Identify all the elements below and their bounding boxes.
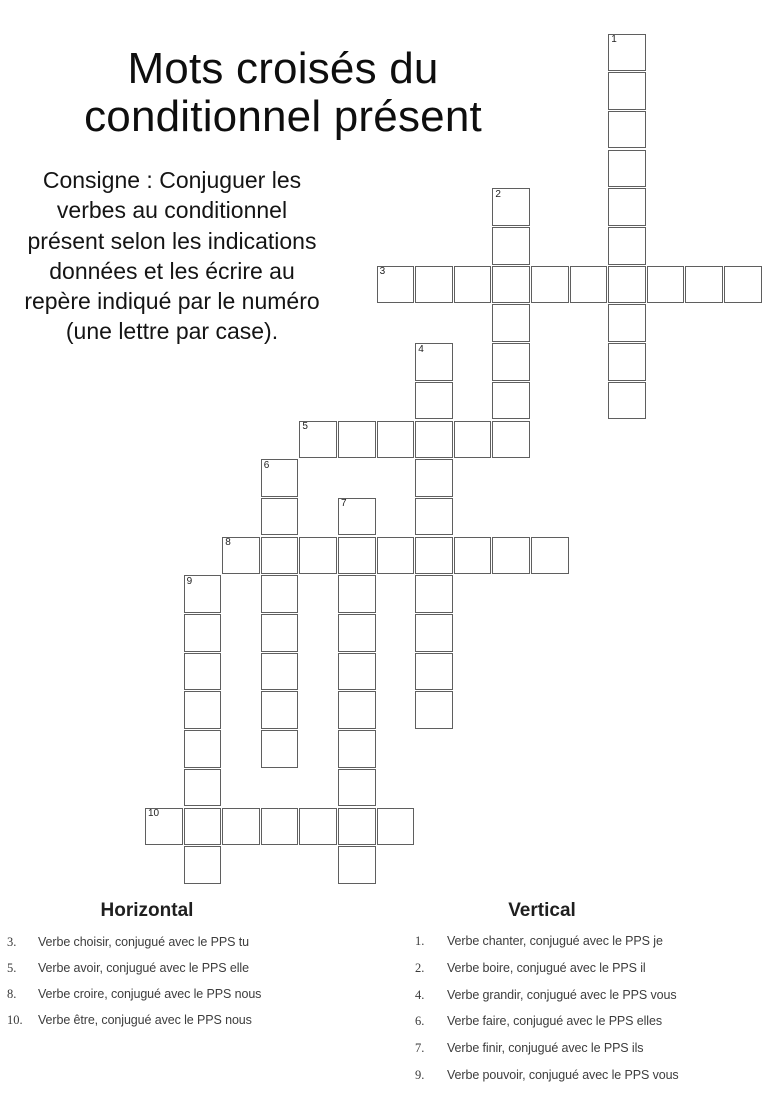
clue-text: Verbe croire, conjugué avec le PPS nous xyxy=(38,986,262,1001)
clue-item xyxy=(415,1014,745,1041)
clue-item xyxy=(7,935,337,961)
horizontal-clue-list xyxy=(7,935,337,1039)
instruction-line: présent selon les indications xyxy=(27,227,317,254)
clue-number: 9. xyxy=(415,1067,425,1082)
crossword-cell[interactable] xyxy=(492,537,530,575)
cell-number-label: 3 xyxy=(379,266,386,278)
crossword-cell[interactable] xyxy=(377,266,415,304)
crossword-cell[interactable] xyxy=(492,421,530,459)
cell-number-label: 4 xyxy=(418,343,424,355)
clue-text: Verbe grandir, conjugué avec le PPS vous xyxy=(447,987,677,1002)
clue-text: Verbe avoir, conjugué avec le PPS elle xyxy=(38,960,249,975)
crossword-cell[interactable] xyxy=(184,614,222,652)
crossword-cell[interactable] xyxy=(145,808,183,846)
clue-number: 1. xyxy=(415,934,425,949)
crossword-cell[interactable] xyxy=(338,808,376,846)
crossword-cell[interactable] xyxy=(184,769,222,807)
crossword-cell[interactable] xyxy=(608,382,646,420)
clue-text: Verbe boire, conjugué avec le PPS il xyxy=(447,960,646,975)
crossword-cell[interactable] xyxy=(608,266,646,304)
crossword-cell[interactable] xyxy=(184,653,222,691)
crossword-cell[interactable] xyxy=(261,691,299,729)
crossword-cell[interactable] xyxy=(415,421,453,459)
crossword-cell[interactable] xyxy=(184,575,222,613)
clue-number: 3. xyxy=(7,934,17,949)
crossword-cell[interactable] xyxy=(531,266,569,304)
title-line: conditionnel présent xyxy=(84,92,482,142)
cell-number-label: 1 xyxy=(611,34,617,45)
crossword-cell[interactable] xyxy=(608,111,646,149)
vertical-clues-heading: Vertical xyxy=(508,900,576,921)
crossword-cell[interactable] xyxy=(261,537,299,575)
crossword-cell[interactable] xyxy=(338,730,376,768)
cell-number-label: 6 xyxy=(263,459,270,471)
crossword-cell[interactable] xyxy=(570,266,608,304)
crossword-cell[interactable] xyxy=(415,575,453,613)
crossword-cell[interactable] xyxy=(377,421,415,459)
crossword-cell[interactable] xyxy=(454,537,492,575)
crossword-cell[interactable] xyxy=(222,537,260,575)
horizontal-clues-heading: Horizontal xyxy=(100,900,194,921)
cell-number-label: 8 xyxy=(225,537,231,549)
crossword-cell[interactable] xyxy=(724,266,762,304)
instruction-line: repère indiqué par le numéro xyxy=(24,288,320,315)
crossword-cell[interactable] xyxy=(415,459,453,497)
crossword-cell[interactable] xyxy=(415,614,453,652)
crossword-cell[interactable] xyxy=(492,188,530,226)
crossword-cell[interactable] xyxy=(415,382,453,420)
crossword-cell[interactable] xyxy=(261,614,299,652)
cell-number-label: 7 xyxy=(341,498,347,510)
clue-number: 8. xyxy=(7,986,17,1001)
cell-number-label: 10 xyxy=(148,808,160,819)
crossword-cell[interactable] xyxy=(685,266,723,304)
clue-item xyxy=(415,1041,745,1068)
crossword-cell[interactable] xyxy=(184,846,222,884)
clue-number: 4. xyxy=(415,987,425,1002)
clue-text: Verbe pouvoir, conjugué avec le PPS vous xyxy=(447,1067,679,1082)
clue-item xyxy=(415,988,745,1015)
crossword-cell[interactable] xyxy=(184,808,222,846)
instruction-line: Consigne : Conjuguer les xyxy=(42,167,302,193)
clue-item xyxy=(7,1013,337,1039)
clue-text: Verbe chanter, conjugué avec le PPS je xyxy=(447,934,663,949)
crossword-cell[interactable] xyxy=(647,266,685,304)
clue-number: 10. xyxy=(7,1012,23,1027)
crossword-cell[interactable] xyxy=(222,808,260,846)
crossword-cell[interactable] xyxy=(261,575,299,613)
crossword-cell[interactable] xyxy=(338,537,376,575)
cell-number-label: 5 xyxy=(302,421,308,432)
clue-number: 6. xyxy=(415,1014,425,1029)
crossword-cell[interactable] xyxy=(261,653,299,691)
crossword-cell[interactable] xyxy=(415,691,453,729)
crossword-cell[interactable] xyxy=(377,808,415,846)
crossword-cell[interactable] xyxy=(338,769,376,807)
crossword-cell[interactable] xyxy=(338,846,376,884)
clue-item xyxy=(415,934,745,961)
crossword-cell[interactable] xyxy=(608,227,646,265)
crossword-cell[interactable] xyxy=(454,266,492,304)
crossword-cell[interactable] xyxy=(492,227,530,265)
title-line: Mots croisés du xyxy=(127,44,439,94)
clue-text: Verbe faire, conjugué avec le PPS elles xyxy=(447,1014,662,1029)
crossword-cell[interactable] xyxy=(608,34,646,72)
crossword-cell[interactable] xyxy=(184,730,222,768)
crossword-cell[interactable] xyxy=(608,304,646,342)
crossword-cell[interactable] xyxy=(415,653,453,691)
instruction-line: verbes au conditionnel xyxy=(56,197,288,224)
cell-number-label: 9 xyxy=(186,575,193,587)
crossword-cell[interactable] xyxy=(377,537,415,575)
crossword-cell[interactable] xyxy=(338,575,376,613)
instruction-line: (une lettre par case). xyxy=(65,318,279,345)
crossword-cell[interactable] xyxy=(338,614,376,652)
crossword-cell[interactable] xyxy=(299,537,337,575)
crossword-cell[interactable] xyxy=(608,343,646,381)
clue-item xyxy=(7,987,337,1013)
clue-number: 2. xyxy=(415,960,425,975)
crossword-cell[interactable] xyxy=(261,498,299,536)
crossword-cell[interactable] xyxy=(338,691,376,729)
clue-text: Verbe finir, conjugué avec le PPS ils xyxy=(447,1041,644,1056)
cell-number-label: 2 xyxy=(495,188,501,200)
crossword-cell[interactable] xyxy=(454,421,492,459)
crossword-cell[interactable] xyxy=(261,808,299,846)
crossword-cell[interactable] xyxy=(415,537,453,575)
crossword-cell[interactable] xyxy=(299,808,337,846)
vertical-clue-list xyxy=(415,934,745,1094)
crossword-cell[interactable] xyxy=(608,72,646,110)
crossword-cell[interactable] xyxy=(261,459,299,497)
crossword-cell[interactable] xyxy=(338,653,376,691)
clue-item xyxy=(415,1068,745,1095)
clue-item xyxy=(415,961,745,988)
clue-item xyxy=(7,961,337,987)
clue-number: 5. xyxy=(7,960,17,975)
clue-number: 7. xyxy=(415,1041,425,1056)
crossword-cell[interactable] xyxy=(415,266,453,304)
crossword-cell[interactable] xyxy=(608,150,646,188)
crossword-cell[interactable] xyxy=(492,304,530,342)
crossword-cell[interactable] xyxy=(415,498,453,536)
clue-text: Verbe choisir, conjugué avec le PPS tu xyxy=(38,934,249,949)
crossword-cell[interactable] xyxy=(261,730,299,768)
crossword-cell[interactable] xyxy=(184,691,222,729)
clue-text: Verbe être, conjugué avec le PPS nous xyxy=(38,1012,252,1027)
crossword-cell[interactable] xyxy=(492,266,530,304)
crossword-cell[interactable] xyxy=(299,421,337,459)
crossword-cell[interactable] xyxy=(492,343,530,381)
crossword-cell[interactable] xyxy=(338,498,376,536)
crossword-cell[interactable] xyxy=(415,343,453,381)
crossword-cell[interactable] xyxy=(338,421,376,459)
crossword-cell[interactable] xyxy=(608,188,646,226)
crossword-cell[interactable] xyxy=(492,382,530,420)
crossword-cell[interactable] xyxy=(531,537,569,575)
instruction-line: données et les écrire au xyxy=(49,257,295,284)
